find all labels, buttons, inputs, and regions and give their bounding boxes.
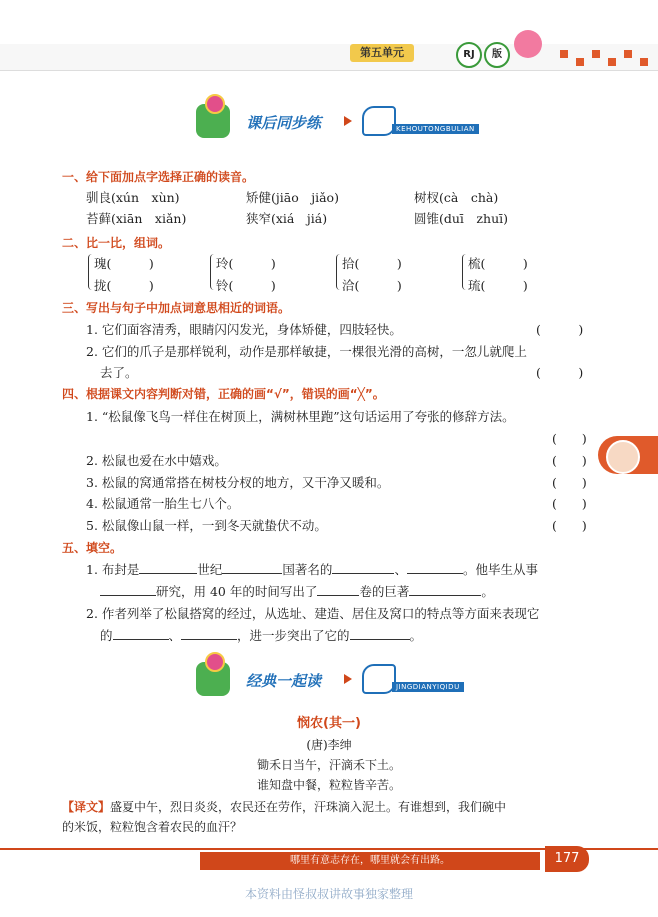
footer-motto: 哪里有意志存在，哪里就会有出路。 — [200, 852, 540, 870]
q3-line: 1. 它们面容清秀，眼睛闪闪发光，身体矫健，四肢轻快。 — [86, 322, 402, 337]
checker-deco-icon — [608, 58, 616, 66]
answer-paren[interactable]: ( ) — [552, 518, 587, 533]
translation-text: 盛夏中午，烈日炎炎，农民还在劳作，汗珠滴入泥土。有谁想到，我们碗中 — [110, 800, 507, 814]
checker-deco-icon — [592, 50, 600, 58]
q3-line: 2. 它们的爪子是那样锐利，动作是那样敏捷，一棵很光滑的高树，一忽儿就爬上 — [86, 344, 527, 359]
q5-text: 卷的巨著 — [359, 584, 410, 599]
fill-blank[interactable] — [407, 561, 463, 574]
q5-text: 国著名的 — [282, 562, 333, 577]
fill-blank[interactable] — [100, 583, 156, 596]
arrow-icon — [344, 674, 352, 684]
answer-paren[interactable]: ( ) — [536, 365, 584, 380]
fill-blank[interactable] — [350, 627, 410, 640]
fill-blank[interactable] — [332, 561, 394, 574]
translation-label: 【译文】 — [62, 800, 111, 814]
fill-blank[interactable] — [181, 627, 237, 640]
banner-title: 课后同步练 — [246, 114, 322, 132]
q3-line: 去了。 — [100, 365, 138, 380]
answer-paren[interactable]: ( ) — [536, 322, 584, 337]
page-number: 177 — [545, 846, 589, 872]
brace-icon — [462, 254, 467, 290]
q1-item: 矫健(jiāo jiǎo) — [246, 190, 339, 205]
q5-text: 、 — [168, 628, 182, 643]
flower-icon — [205, 652, 225, 672]
brace-icon — [88, 254, 93, 290]
q5-heading: 五、填空。 — [62, 541, 123, 555]
poem-line: 谁知盘中餐，粒粒皆辛苦。 — [256, 778, 401, 792]
q1-item: 树杈(cà chà) — [414, 190, 499, 205]
q2-item: 琉( ) — [468, 278, 528, 293]
brace-icon — [210, 254, 215, 290]
arrow-icon — [344, 116, 352, 126]
poem-author-wrap — [0, 734, 658, 753]
q1-item: 狭窄(xiá jiá) — [246, 211, 328, 226]
checker-deco-icon — [560, 50, 568, 58]
q4-line: 4. 松鼠通常一胎生七八个。 — [86, 496, 240, 511]
poem-line: 锄禾日当午，汗滴禾下土。 — [256, 758, 401, 772]
fill-blank[interactable] — [317, 583, 359, 596]
banner-pinyin: KEHOUTONGBULIAN — [392, 124, 479, 134]
q1-heading: 一、给下面加点字选择正确的读音。 — [62, 170, 255, 184]
q2-item: 玲( ) — [216, 256, 276, 271]
banner-title: 经典一起读 — [246, 672, 322, 690]
hand-icon — [362, 664, 396, 694]
translation-line-2: 的米饭，粒粒饱含着农民的血汗？ — [62, 820, 243, 834]
q5-text: 世纪 — [197, 562, 223, 577]
q2-item: 拢( ) — [94, 278, 154, 293]
credit-text: 本资料由怪叔叔讲故事独家整理 — [244, 887, 413, 901]
q1-item: 驯良(xún xùn) — [86, 190, 180, 205]
q4-line: 2. 松鼠也爱在水中嬉戏。 — [86, 453, 227, 468]
poem-title-wrap — [0, 712, 658, 731]
flower-icon — [205, 94, 225, 114]
q2-item: 拾( ) — [342, 256, 402, 271]
q5-line-2 — [100, 582, 494, 600]
hand-icon — [362, 106, 396, 136]
q4-heading: 四、根据课文内容判断对错，正确的画“√”，错误的画“╳”。 — [62, 387, 385, 401]
q1-item: 圆锥(duī zhuī) — [414, 211, 508, 226]
poem-author: (唐)李绅 — [306, 738, 352, 752]
rj-badge: RJ — [456, 42, 482, 68]
brace-icon — [336, 254, 341, 290]
q2-item: 洽( ) — [342, 278, 402, 293]
poem-line-wrap — [0, 774, 658, 793]
checker-deco-icon — [640, 58, 648, 66]
q1-item: 苔藓(xiān xiǎn) — [86, 211, 187, 226]
fill-blank[interactable] — [113, 627, 169, 640]
q2-item: 瑰( ) — [94, 256, 154, 271]
ban-badge: 版 — [484, 42, 510, 68]
q5-text: 的 — [100, 628, 113, 643]
q3-heading: 三、写出与句子中加点词意思相近的词语。 — [62, 301, 291, 315]
fill-blank[interactable] — [222, 561, 282, 574]
q5-text: 、 — [394, 562, 407, 577]
q5-text: ，进一步突出了它的 — [237, 628, 350, 643]
translation-line-1 — [62, 798, 506, 815]
checker-deco-icon — [624, 50, 632, 58]
answer-paren[interactable]: ( ) — [552, 475, 587, 490]
unit-label: 第五单元 — [350, 44, 414, 62]
fill-blank[interactable] — [139, 561, 197, 574]
q4-line: 5. 松鼠像山鼠一样，一到冬天就蛰伏不动。 — [86, 518, 327, 533]
q5-text: 。他毕生从事 — [462, 562, 538, 577]
poem-title: 悯农(其一) — [297, 716, 361, 731]
banner-pinyin: JINGDIANYIQIDU — [392, 682, 464, 692]
q4-line: 3. 松鼠的窝通常搭在树枝分杈的地方，又干净又暖和。 — [86, 475, 390, 490]
side-mascot-icon — [606, 440, 640, 474]
q5-text: 。 — [481, 584, 494, 599]
q5-line-3: 2. 作者列举了松鼠搭窝的经过，从选址、建造、居住及窝口的特点等方面来表现它 — [86, 606, 540, 621]
fill-blank[interactable] — [409, 583, 481, 596]
q5-text: 研究，用 40 年的时间写出了 — [156, 584, 318, 599]
q5-text: 。 — [409, 628, 423, 643]
header-mascot-icon — [514, 30, 542, 58]
q5-text: 1. 布封是 — [86, 562, 140, 577]
checker-deco-icon — [576, 58, 584, 66]
q5-line-4 — [100, 626, 422, 644]
answer-paren[interactable]: ( ) — [552, 453, 587, 468]
answer-paren[interactable]: ( ) — [552, 496, 587, 511]
q2-item: 梳( ) — [468, 256, 528, 271]
q2-item: 铃( ) — [216, 278, 276, 293]
q5-line-1 — [86, 560, 538, 578]
answer-paren[interactable]: ( ) — [552, 431, 587, 446]
q4-line: 1. “松鼠像飞鸟一样住在树顶上，满树林里跑”这句话运用了夸张的修辞方法。 — [86, 409, 515, 424]
q2-heading: 二、比一比，组词。 — [62, 236, 171, 250]
poem-line-wrap — [0, 754, 658, 773]
